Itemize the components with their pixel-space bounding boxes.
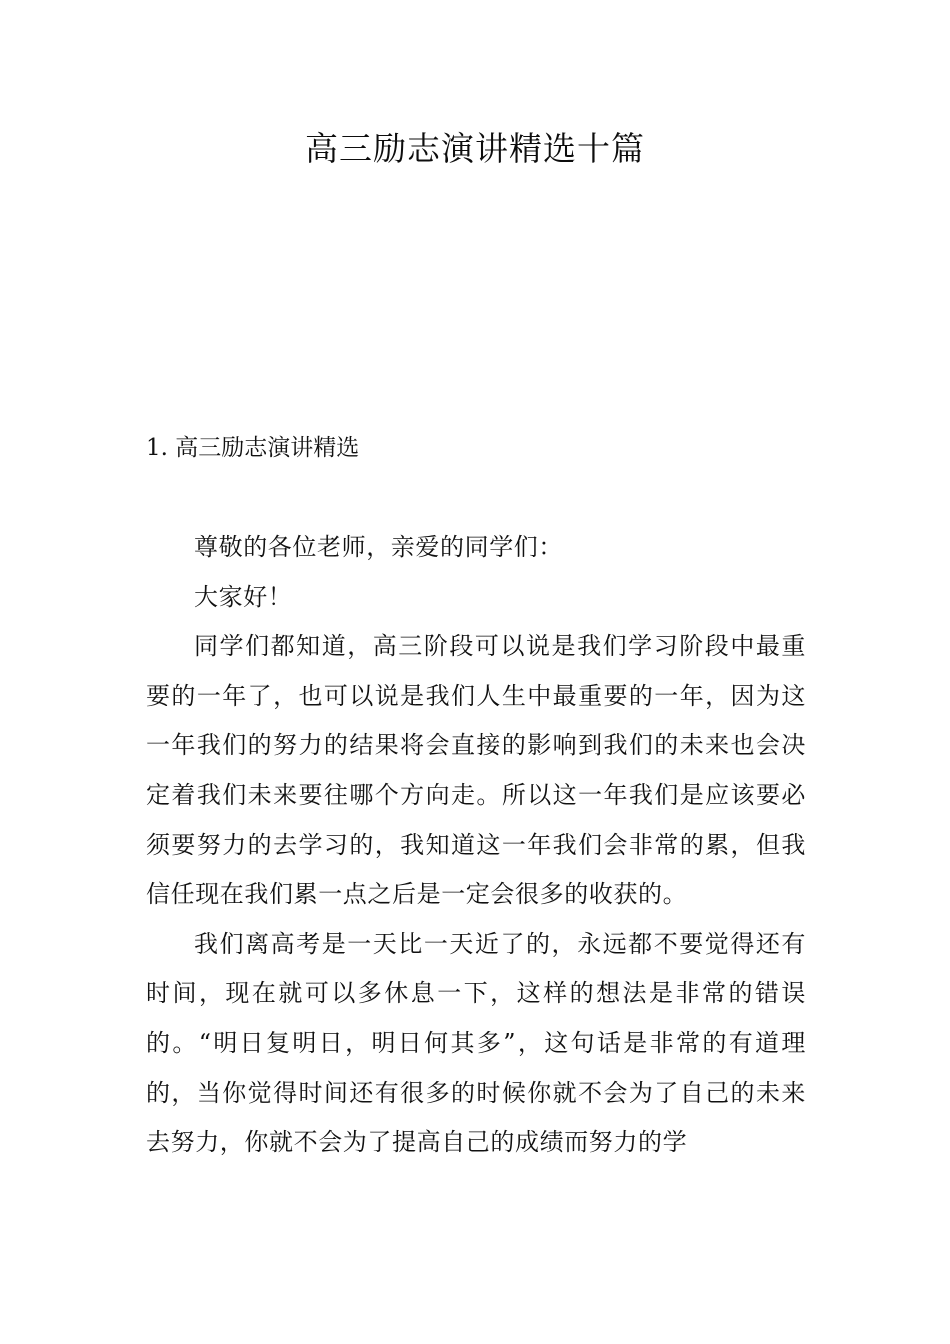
speech-body bbox=[146, 523, 806, 1168]
section-heading: 1. 高三励志演讲精选 bbox=[146, 435, 360, 461]
salutation-paragraph: 尊敬的各位老师，亲爱的同学们： bbox=[194, 533, 563, 561]
body-paragraph: 我们离高考是一天比一天近了的，永远都不要觉得还有时间，现在就可以多休息一下，这样的想法是非常的错误的。“明日复明日，明日何其多”，这句话是非常的有道理的，当你觉得时间还有很多的时候你就不会为了自己的未来去努力，你就不会为了提高自己的成绩而努力的学 bbox=[146, 929, 806, 1157]
document-title: 高三励志演讲精选十篇 bbox=[305, 129, 645, 168]
greeting-paragraph: 大家好！ bbox=[194, 582, 293, 611]
body-paragraph: 同学们都知道，高三阶段可以说是我们学习阶段中最重要的一年了，也可以说是我们人生中最重要的一年，因为这一年我们的努力的结果将会直接的影响到我们的未来也会决定着我们未来要往哪个方向走。所以这一年我们是应该要必须要努力的去学习的，我知道这一年我们会非常的累，但我信任现在我们累一点之后是一定会很多的收获的。 bbox=[146, 632, 806, 909]
